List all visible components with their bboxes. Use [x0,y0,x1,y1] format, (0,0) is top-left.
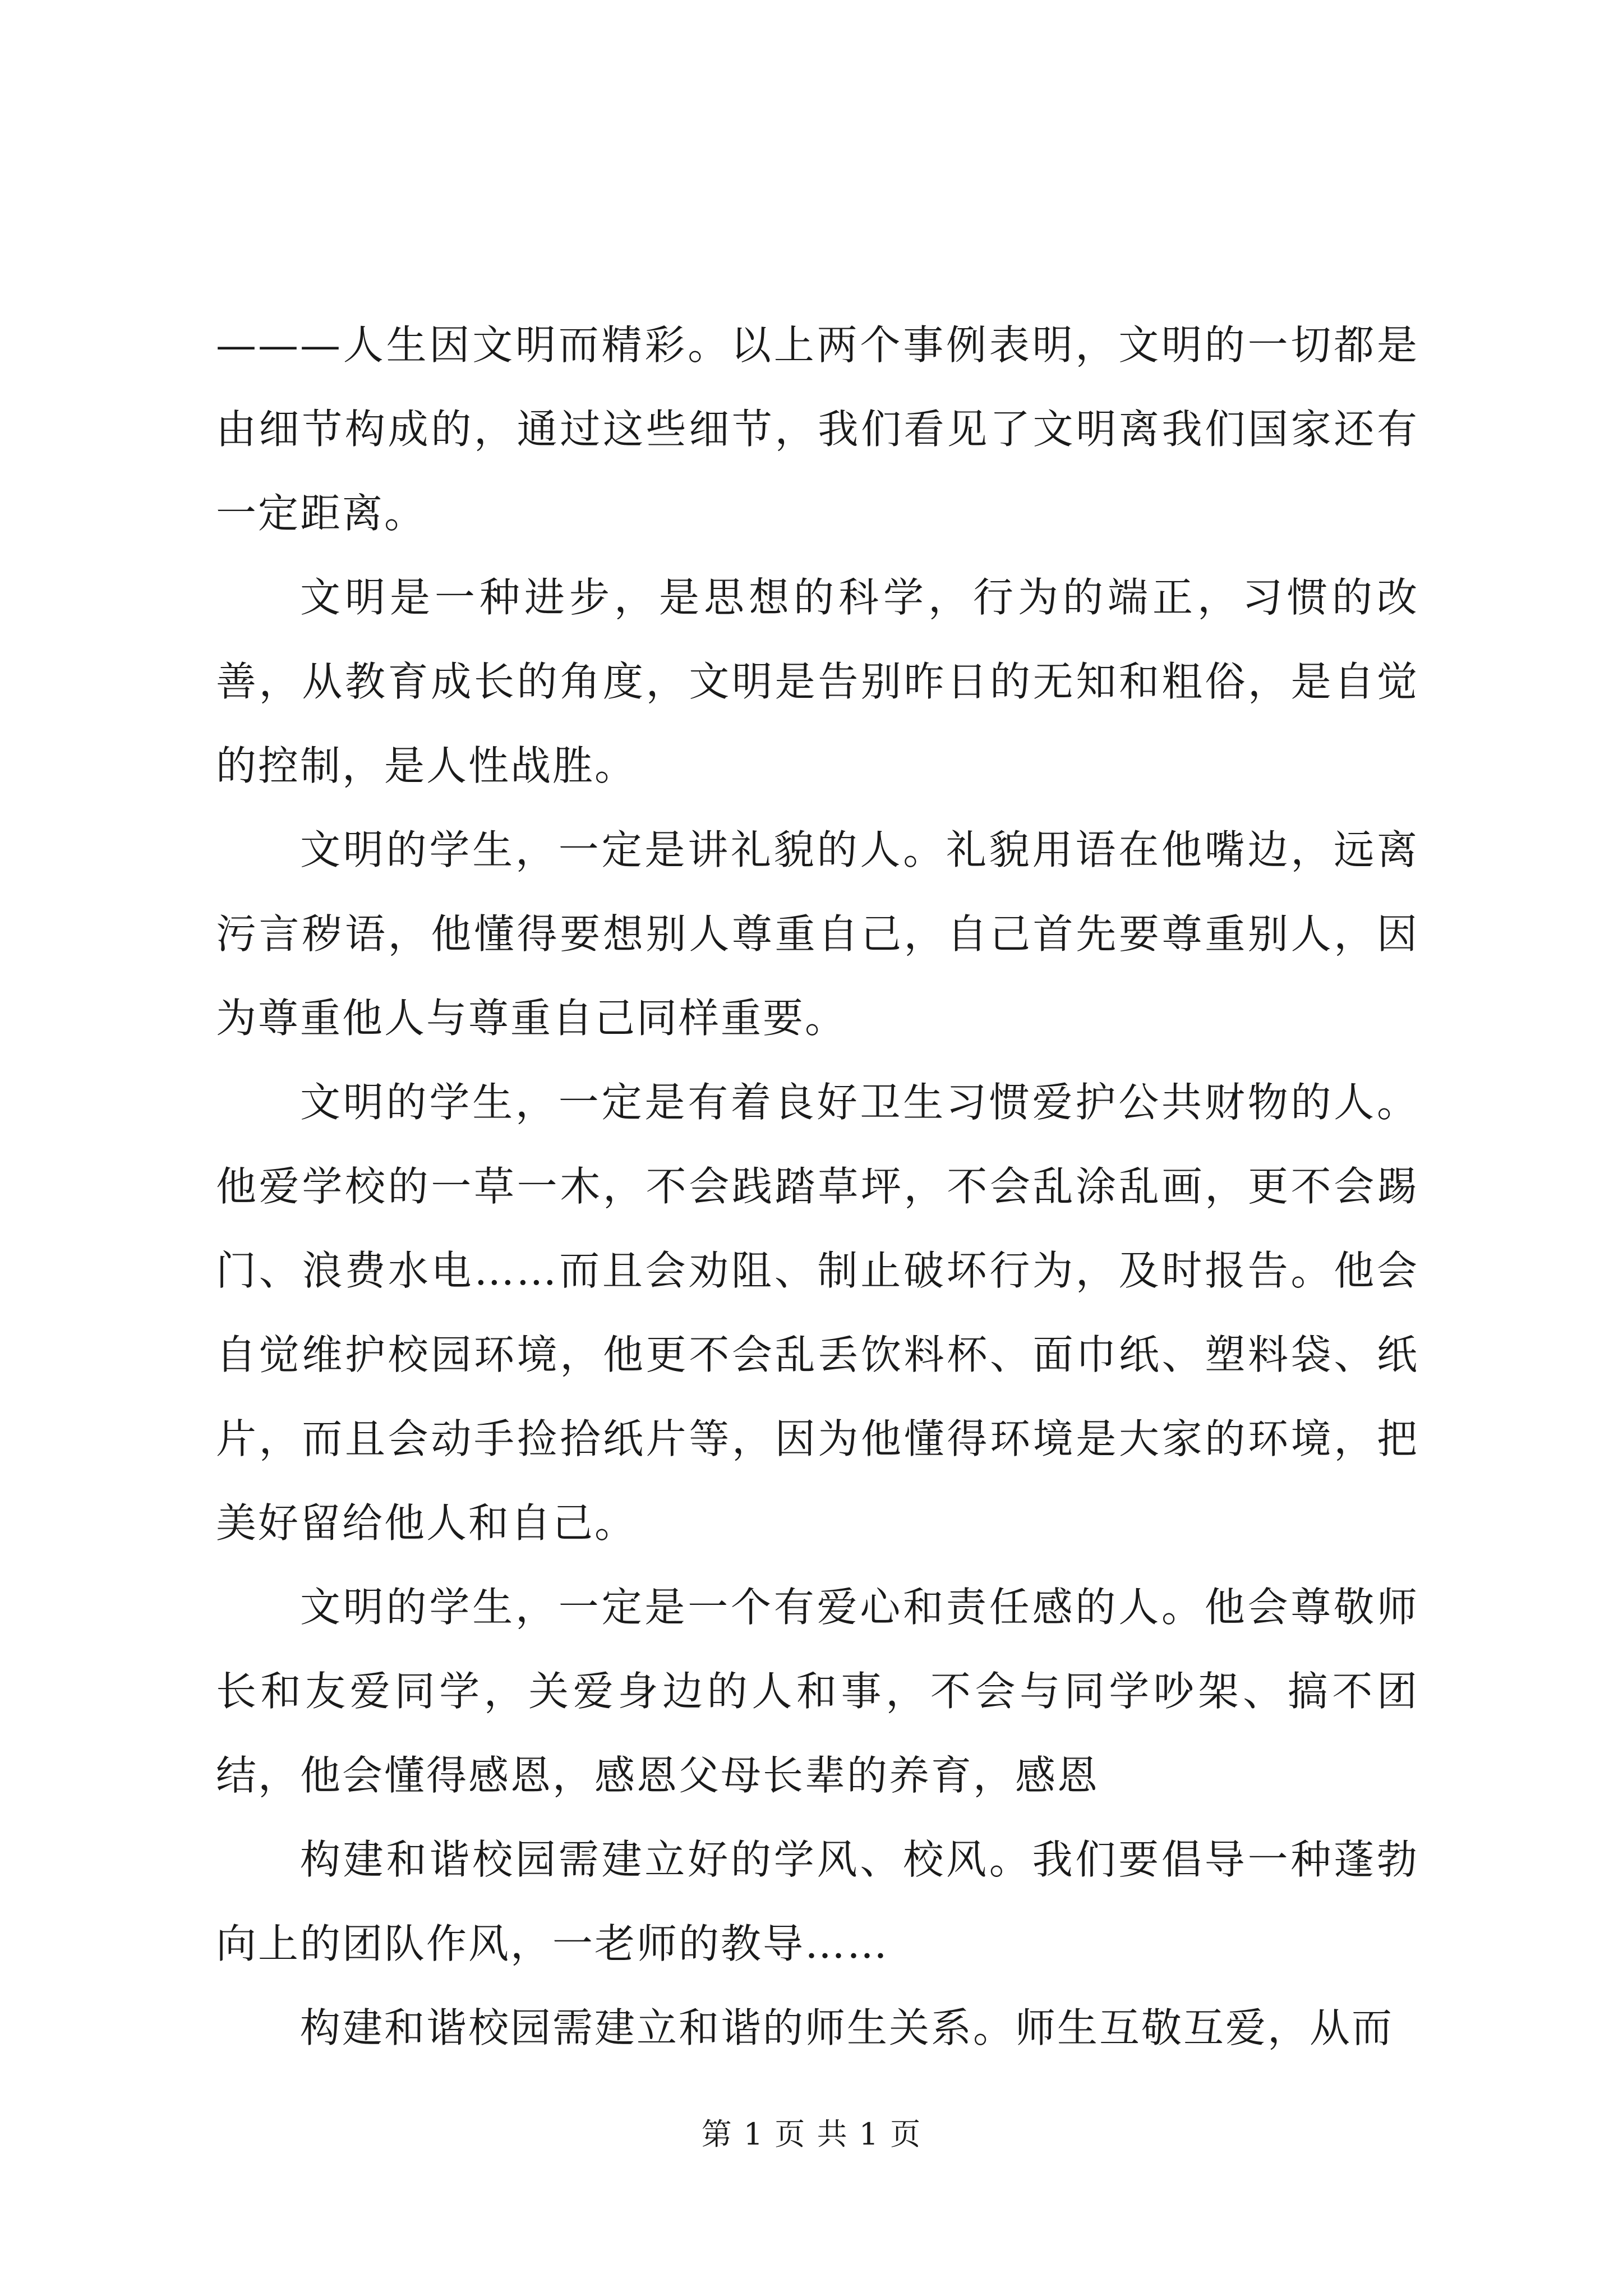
document-body [216,303,1419,2070]
paragraph-civilization-progress: 文明是一种进步，是思想的科学，行为的端正，习惯的改善，从教育成长的角度，文明是告别昨日的无知和粗俗，是自觉的控制，是人性战胜。 [216,574,1419,789]
paragraph-polite-student: 文明的学生，一定是讲礼貌的人。礼貌用语在他嘴边，远离污言秽语，他懂得要想别人尊重自己，自己首先要尊重别人，因为尊重他人与尊重自己同样重要。 [216,826,1419,1042]
page-footer: 第 1 页 共 1 页 [701,2116,922,2152]
paragraph-continuation: ———人生因文明而精彩。以上两个事例表明，文明的一切都是由细节构成的，通过这些细节，我们看见了文明离我们国家还有一定距离。 [216,321,1419,537]
paragraph-caring-student: 文明的学生，一定是一个有爱心和责任感的人。他会尊敬师长和友爱同学，关爱身边的人和事，不会与同学吵架、搞不团结，他会懂得感恩，感恩父母长辈的养育，感恩 [216,1584,1419,1799]
paragraph-teacher-student: 构建和谐校园需建立和谐的师生关系。师生互敬互爱，从而 [300,2004,1394,2051]
paragraph-school-style: 构建和谐校园需建立好的学风、校风。我们要倡导一种蓬勃向上的团队作风，一老师的教导…… [216,1836,1419,1967]
paragraph-hygiene-student: 文明的学生，一定是有着良好卫生习惯爱护公共财物的人。他爱学校的一草一木，不会践踏草坪，不会乱涂乱画，更不会踢门、浪费水电……而且会劝阻、制止破坏行为，及时报告。他会自觉维护校园环境，他更不会乱丢饮料杯、面巾纸、塑料袋、纸片，而且会动手捡拾纸片等，因为他懂得环境是大家的环境，把美好留给他人和自己。 [216,1079,1419,1547]
